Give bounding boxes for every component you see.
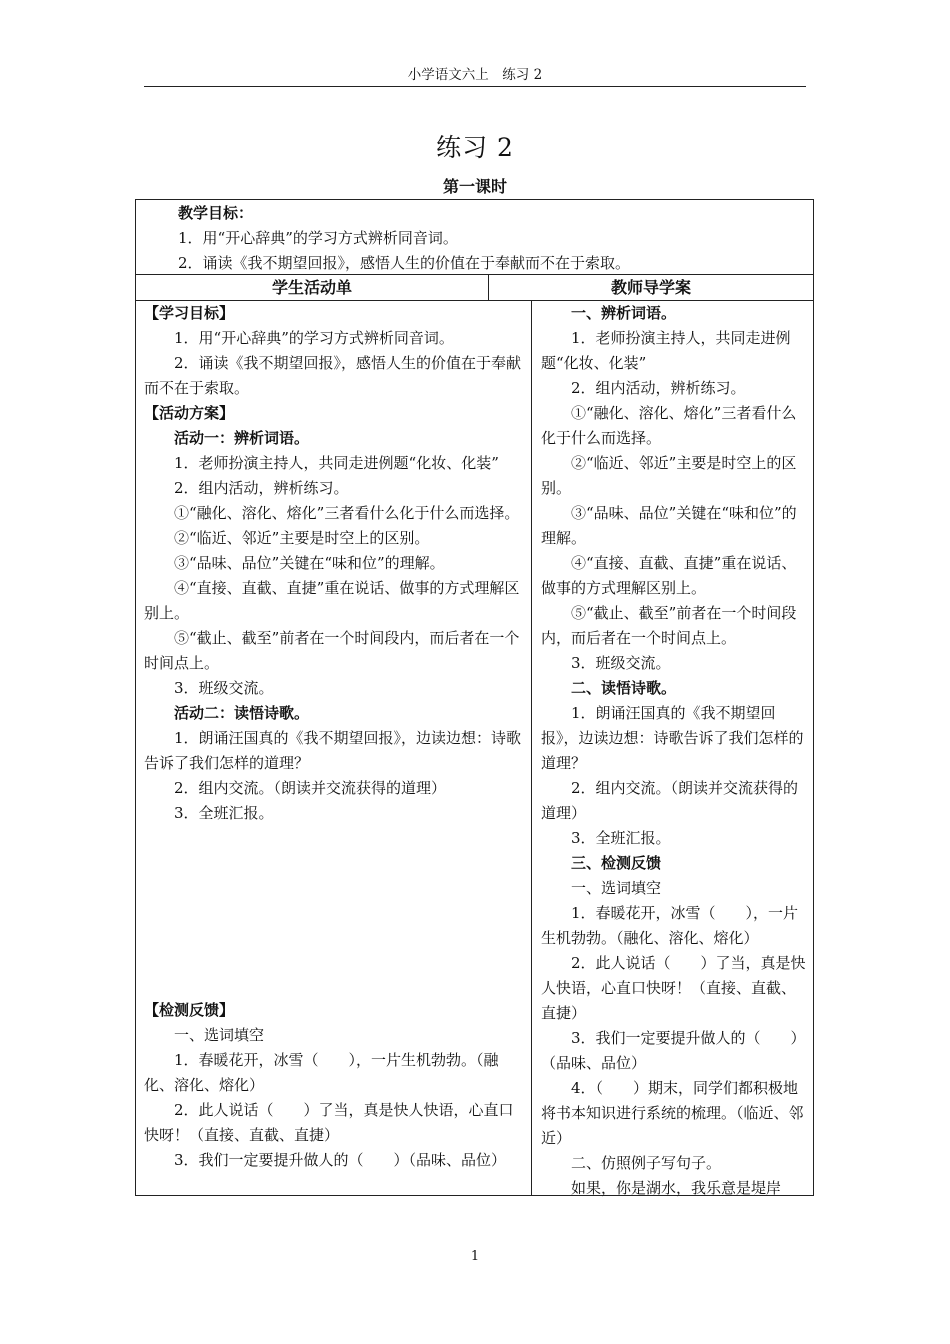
teacher-guide-column: [541, 301, 809, 1201]
activity2-item: 3．全班汇报。: [174, 804, 274, 822]
teacher-item: 3．全班汇报。: [571, 829, 671, 847]
objective-item: 1．用“开心辞典”的学习方式辨析同音词。: [178, 229, 458, 247]
teacher-item: 3．我们一定要提升做人的（ ）（品味、品位）: [541, 1029, 806, 1072]
teacher-item: 如果，你是湖水，我乐意是堤岸: [571, 1179, 782, 1197]
teacher-item: 1．老师扮演主持人，共同走进例题“化妆、化装”: [541, 329, 791, 372]
goal-item: 2．诵读《我不期望回报》，感悟人生的价值在于奉献而不在于索取。: [144, 354, 522, 397]
activity1-item: ③“品味、品位”关键在“味和位”的理解。: [174, 554, 445, 572]
teacher-section3-heading: 三、检测反馈: [571, 854, 662, 872]
header-rule: [144, 86, 806, 87]
teacher-item: 1．春暖花开，冰雪（ ），一片生机勃勃。（融化、溶化、熔化）: [541, 904, 799, 947]
page-header: 小学语文六上 练习 2: [407, 67, 543, 83]
column-divider: [531, 300, 532, 1196]
goals-heading: 【学习目标】: [144, 304, 235, 322]
objectives-heading: 教学目标：: [178, 204, 254, 222]
lesson-subtitle: 第一课时: [442, 177, 507, 196]
feedback-item: 1．春暖花开，冰雪（ ），一片生机勃勃。（融化、溶化、熔化）: [144, 1051, 499, 1094]
activity1-item: 1．老师扮演主持人，共同走进例题“化妆、化装”: [174, 454, 499, 472]
teacher-item: ①“融化、溶化、熔化”三者看什么化于什么而选择。: [541, 404, 797, 447]
teacher-item: 2．组内交流。（朗读并交流获得的道理）: [541, 779, 799, 822]
teacher-item: ③“品味、品位”关键在“味和位”的理解。: [541, 504, 797, 547]
activity2-heading: 活动二：读悟诗歌。: [174, 704, 310, 722]
teacher-subheading: 一、选词填空: [571, 879, 662, 897]
teacher-item: 2．组内活动，辨析练习。: [571, 379, 746, 397]
teacher-subheading: 二、仿照例子写句子。: [571, 1154, 722, 1172]
teacher-section2-heading: 二、读悟诗歌。: [571, 679, 677, 697]
student-activity-column: [144, 301, 525, 826]
teacher-item: ②“临近、邻近”主要是时空上的区别。: [541, 454, 797, 497]
feedback-item: 2．此人说话（ ）了当，真是快人快语，心直口快呀！（直接、直截、直捷）: [144, 1101, 514, 1144]
page-title: 练习 2: [436, 133, 514, 162]
teacher-column-header: 教师导学案: [610, 278, 691, 297]
feedback-subheading: 一、选词填空: [174, 1026, 265, 1044]
objective-item: 2．诵读《我不期望回报》，感悟人生的价值在于奉献而不在于索取。: [178, 254, 631, 272]
activity1-item: ①“融化、溶化、熔化”三者看什么化于什么而选择。: [174, 504, 520, 522]
activity1-item: ④“直接、直截、直捷”重在说话、做事的方式理解区别上。: [144, 579, 520, 622]
activity1-heading: 活动一：辨析词语。: [174, 429, 310, 447]
teacher-item: ⑤“截止、截至”前者在一个时间段内，而后者在一个时间点上。: [541, 604, 797, 647]
activity1-item: 2．组内活动，辨析练习。: [174, 479, 349, 497]
teacher-section1-heading: 一、辨析词语。: [571, 304, 677, 322]
student-feedback-section: [144, 998, 525, 1173]
feedback-item: 3．我们一定要提升做人的（ ）（品味、品位）: [174, 1151, 507, 1169]
goal-item: 1．用“开心辞典”的学习方式辨析同音词。: [174, 329, 454, 347]
page-number: 1: [470, 1249, 480, 1264]
teacher-item: 1．朗诵汪国真的《我不期望回报》，边读边想：诗歌告诉了我们怎样的道理？: [541, 704, 804, 772]
teacher-item: 4．（ ）期末，同学们都积极地将书本知识进行系统的梳理。（临近、邻近）: [541, 1079, 804, 1147]
activity1-item: ②“临近、邻近”主要是时空上的区别。: [174, 529, 430, 547]
activity2-item: 1．朗诵汪国真的《我不期望回报》，边读边想：诗歌告诉了我们怎样的道理？: [144, 729, 522, 772]
teaching-objectives: [144, 201, 804, 276]
activity1-item: ⑤“截止、截至”前者在一个时间段内，而后者在一个时间点上。: [144, 629, 520, 672]
activity2-item: 2．组内交流。（朗读并交流获得的道理）: [174, 779, 447, 797]
teacher-item: 2．此人说话（ ）了当，真是快人快语，心直口快呀！（直接、直截、直捷）: [541, 954, 806, 1022]
teacher-item: 3．班级交流。: [571, 654, 671, 672]
teacher-item: ④“直接、直截、直捷”重在说话、做事的方式理解区别上。: [541, 554, 797, 597]
plan-heading: 【活动方案】: [144, 404, 235, 422]
student-column-header: 学生活动单: [271, 278, 352, 297]
feedback-heading: 【检测反馈】: [144, 1001, 235, 1019]
activity1-item: 3．班级交流。: [174, 679, 274, 697]
